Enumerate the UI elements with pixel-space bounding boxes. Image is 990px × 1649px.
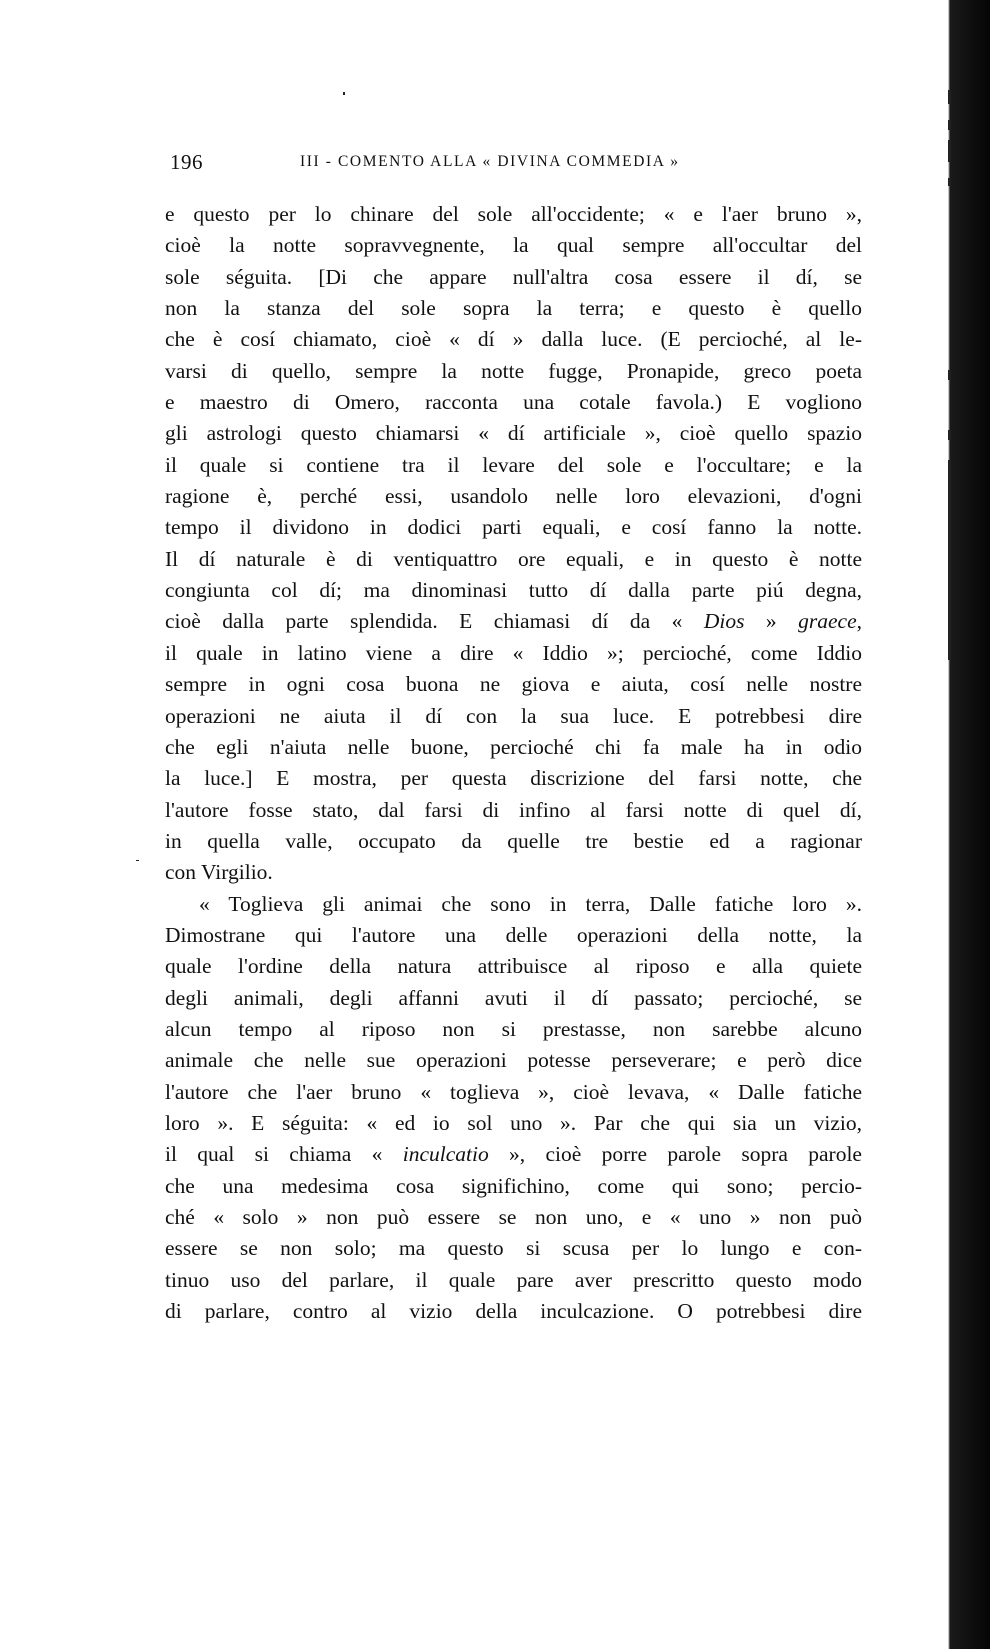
page-number: 196 [170, 150, 203, 174]
text-segment: cioè dalla parte splendida. E chiamasi dí da « [165, 609, 704, 634]
text-line: gli astrologi questo chiamarsi « dí artificiale », cioè quello spazio [165, 421, 862, 446]
scanned-binding-edge [940, 0, 990, 1649]
text-line [165, 606, 862, 637]
text-line: degli animali, degli affanni avuti il dí passato; percioché, se [165, 985, 862, 1010]
scan-mark [948, 90, 951, 104]
text-line: di parlare, contro al vizio della inculcazione. O potrebbesi dire [165, 1299, 862, 1324]
text-line: il quale in latino viene a dire « Iddio »; percioché, come Iddio [165, 640, 862, 665]
scan-mark [948, 140, 951, 162]
text-line: non la stanza del sole sopra la terra; e questo è quello [165, 296, 862, 321]
text-line: sempre in ogni cosa buona ne giova e aiuta, cosí nelle nostre [165, 672, 862, 697]
text-segment: il qual si chiama « [165, 1142, 403, 1167]
scan-speck [136, 860, 139, 861]
scan-mark [948, 120, 951, 130]
text-line: il quale si contiene tra il levare del sole e l'occultare; e la [165, 452, 862, 477]
text-line: e maestro di Omero, racconta una cotale favola.) E vogliono [165, 390, 862, 415]
text-line: e questo per lo chinare del sole all'occidente; « e l'aer bruno », [165, 202, 862, 226]
scan-mark [948, 178, 951, 186]
text-line: varsi di quello, sempre la notte fugge, Pronapide, greco poeta [165, 358, 862, 383]
text-line: alcun tempo al riposo non si prestasse, non sarebbe alcuno [165, 1016, 862, 1041]
running-title: III - COMENTO ALLA « DIVINA COMMEDIA » [300, 153, 680, 170]
text-line: con Virgilio. [165, 860, 273, 885]
text-line: operazioni ne aiuta il dí con la sua luce. E potrebbesi dire [165, 703, 862, 728]
scan-speck [343, 92, 345, 95]
text-line: cioè la notte sopravvegnente, la qual sempre all'occultar del [165, 233, 862, 258]
body-text [165, 199, 862, 1327]
text-line: sole séguita. [Di che appare null'altra cosa essere il dí, se [165, 264, 862, 289]
text-line: tinuo uso del parlare, il quale pare aver prescritto questo modo [165, 1267, 862, 1292]
scan-mark [948, 430, 951, 440]
text-line: che una medesima cosa significhino, come qui sono; percio- [165, 1173, 862, 1198]
text-line: Il dí naturale è di ventiquattro ore equali, e in questo è notte [165, 546, 862, 571]
text-line: congiunta col dí; ma dinominasi tutto dí dalla parte piú degna, [165, 578, 862, 603]
scan-mark [948, 600, 951, 660]
running-header [170, 150, 862, 174]
text-line: ragione è, perché essi, usandolo nelle loro elevazioni, d'ogni [165, 484, 862, 509]
text-line: « Toglieva gli animai che sono in terra, Dalle fatiche loro ». [199, 891, 862, 916]
text-line: l'autore che l'aer bruno « toglieva », cioè levava, « Dalle fatiche [165, 1079, 862, 1104]
text-segment: », cioè porre parole sopra parole [488, 1142, 862, 1167]
text-line: Dimostrane qui l'autore una delle operazioni della notte, la [165, 922, 862, 947]
text-line: che è cosí chiamato, cioè « dí » dalla luce. (E percioché, al le- [165, 327, 862, 352]
text-line: la luce.] E mostra, per questa discrizione del farsi notte, che [165, 766, 862, 791]
text-line: l'autore fosse stato, dal farsi di infino al farsi notte di quel dí, [165, 797, 862, 822]
text-line: in quella valle, occupato da quelle tre bestie ed a ragionar [165, 828, 862, 853]
text-line: tempo il dividono in dodici parti equali, e cosí fanno la notte. [165, 515, 862, 540]
italic-term: inculcatio [402, 1142, 489, 1167]
text-line: che egli n'aiuta nelle buone, percioché chi fa male ha in odio [165, 734, 862, 759]
text-line: animale che nelle sue operazioni potesse perseverare; e però dice [165, 1048, 862, 1073]
text-line: ché « solo » non può essere se non uno, e « uno » non può [165, 1205, 862, 1229]
text-line: essere se non solo; ma questo si scusa per lo lungo e con- [165, 1236, 862, 1261]
text-line [165, 1139, 862, 1170]
italic-term: graece [798, 609, 857, 634]
italic-term: Dios [703, 609, 745, 634]
text-line: quale l'ordine della natura attribuisce al riposo e alla quiete [165, 954, 862, 979]
scan-mark [948, 370, 951, 380]
text-segment: » [744, 609, 799, 634]
text-segment: , [856, 609, 863, 634]
scan-mark [948, 460, 951, 600]
text-line: loro ». E séguita: « ed io sol uno ». Par che qui sia un vizio, [165, 1110, 862, 1135]
